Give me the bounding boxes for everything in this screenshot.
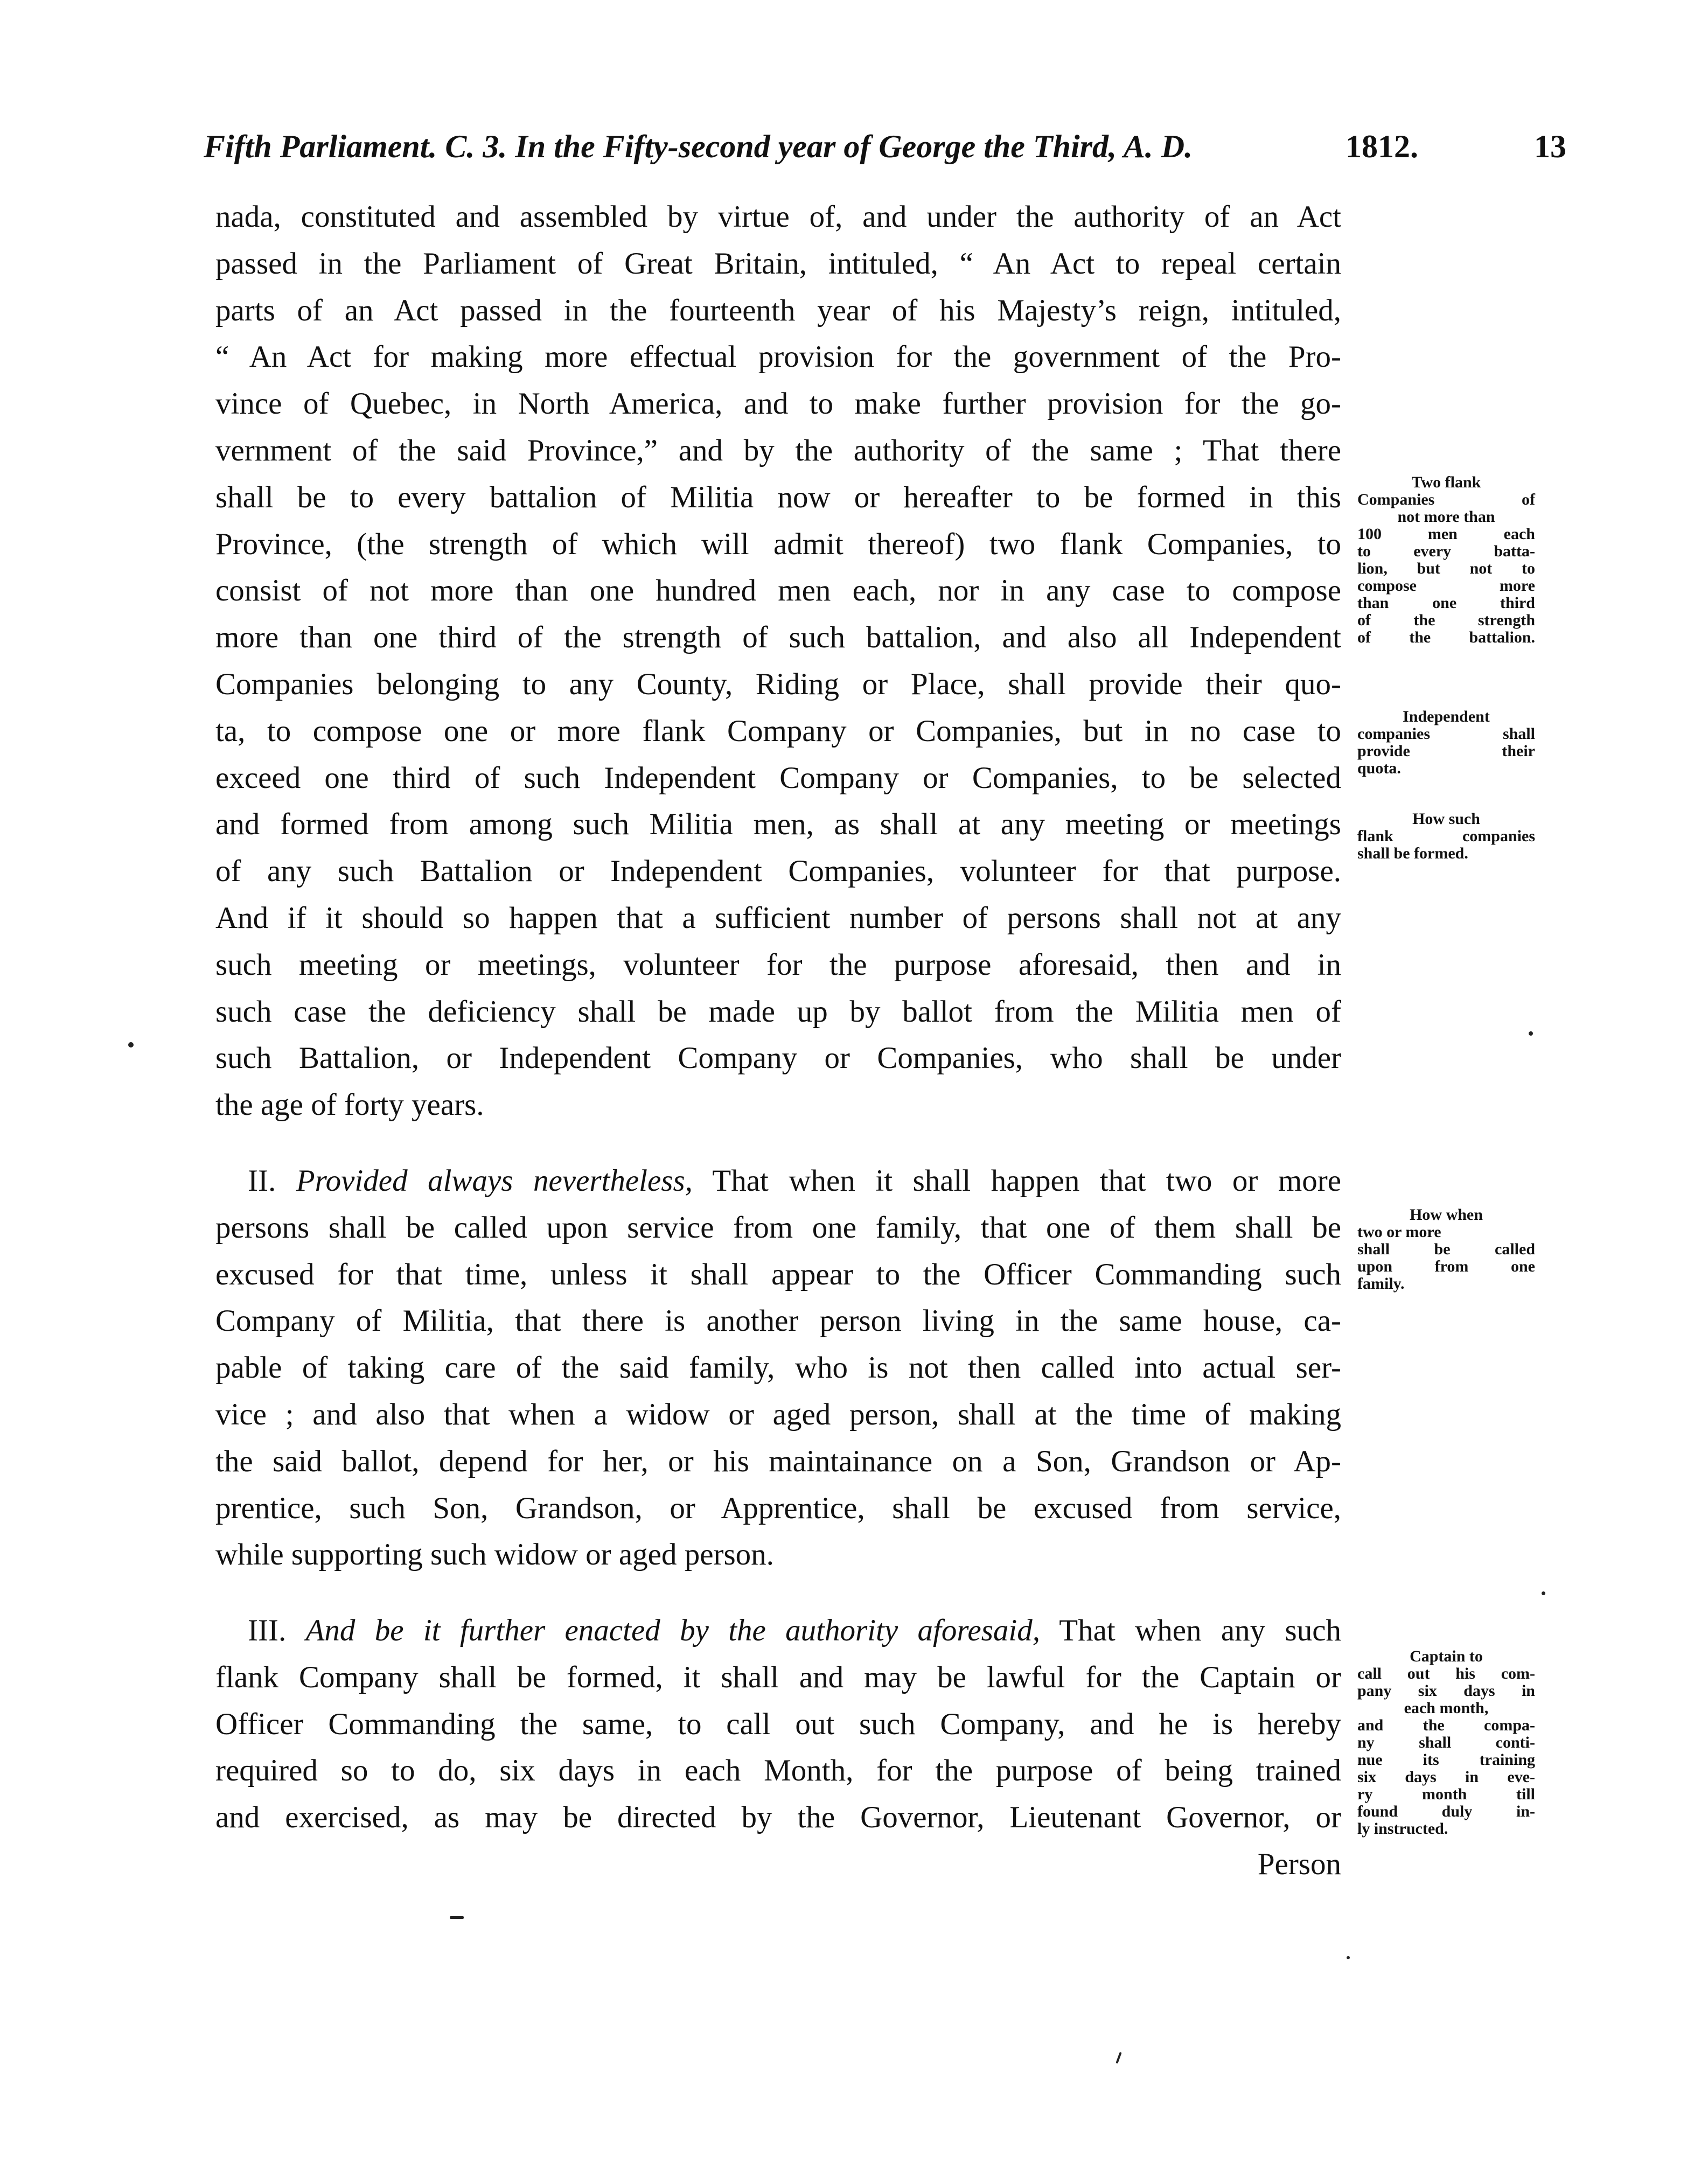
- text-line: more than one third of the strength of such battalion, and also all Independent: [215, 620, 1341, 655]
- note-line: each month,: [1404, 1699, 1489, 1717]
- section-lead-phrase: And be it further enacted by the authority aforesaid,: [305, 1614, 1040, 1647]
- marginal-note-flank-companies: [1357, 474, 1535, 646]
- text-line: Province, (the strength of which will admit thereof) two flank Companies, to: [215, 527, 1341, 561]
- text-line: and exercised, as may be directed by the Governor, Lieutenant Governor, or: [215, 1800, 1341, 1835]
- note-line: ly instructed.: [1357, 1820, 1448, 1838]
- note-line: pany six days in: [1357, 1682, 1535, 1700]
- scan-speck: [450, 1916, 464, 1919]
- scan-speck: [1116, 2052, 1121, 2064]
- note-line: How when: [1410, 1206, 1483, 1224]
- section-first-line-rest: That when any such: [1059, 1614, 1341, 1647]
- note-line: 100 men each: [1357, 525, 1535, 543]
- catchword: Person: [1257, 1847, 1341, 1881]
- text-line: “ An Act for making more effectual provision for the government of the Pro-: [215, 340, 1341, 374]
- note-line: and the compa-: [1357, 1716, 1535, 1734]
- marginal-note-independent-companies: [1357, 708, 1535, 777]
- text-line: while supporting such widow or aged person.: [215, 1538, 774, 1572]
- section-numeral: III.: [248, 1614, 287, 1647]
- scan-speck: [1529, 1031, 1533, 1036]
- text-line: Officer Commanding the same, to call out such Company, and he is hereby: [215, 1707, 1341, 1741]
- text-line: nada, constituted and assembled by virtue of, and under the authority of an Act: [215, 200, 1341, 234]
- text-line: vince of Quebec, in North America, and to make further provision for the go-: [215, 387, 1341, 421]
- note-line: How such: [1412, 810, 1480, 828]
- note-line: of the battalion.: [1357, 628, 1535, 646]
- text-line: and formed from among such Militia men, as shall at any meeting or meetings: [215, 807, 1341, 842]
- note-line: family.: [1357, 1275, 1405, 1293]
- note-line: ny shall conti-: [1357, 1734, 1535, 1751]
- note-line: shall be called: [1357, 1240, 1535, 1258]
- text-line: parts of an Act passed in the fourteenth year of his Majesty’s reign, intituled,: [215, 293, 1341, 327]
- note-line: two or more: [1357, 1223, 1441, 1241]
- text-line: vice ; and also that when a widow or aged person, shall at the time of making: [215, 1397, 1341, 1431]
- text-line: prentice, such Son, Grandson, or Apprentice, shall be excused from service,: [215, 1491, 1341, 1525]
- scan-speck: [1347, 1956, 1350, 1959]
- section-opening-line: [215, 1158, 1341, 1205]
- note-line: Two flank: [1411, 473, 1481, 491]
- text-line: such Battalion, or Independent Company or Companies, who shall be under: [215, 1041, 1341, 1075]
- text-line: And if it should so happen that a sufficient number of persons shall not at any: [215, 900, 1341, 935]
- text-line: vernment of the said Province,” and by the authority of the same ; That there: [215, 433, 1341, 467]
- note-line: of the strength: [1357, 611, 1535, 629]
- text-line: required so to do, six days in each Month, for the purpose of being trained: [215, 1754, 1341, 1788]
- section-opening-line: [215, 1608, 1341, 1654]
- text-line: the age of forty years.: [215, 1088, 484, 1122]
- note-line: not more than: [1397, 508, 1495, 526]
- text-line: Company of Militia, that there is another person living in the same house, ca-: [215, 1304, 1341, 1338]
- marginal-note-two-or-more: [1357, 1206, 1535, 1293]
- note-line: companies shall: [1357, 725, 1535, 743]
- paragraph-1: [215, 194, 1341, 1129]
- note-line: ry month till: [1357, 1785, 1535, 1803]
- text-line: flank Company shall be formed, it shall and may be lawful for the Captain or: [215, 1660, 1341, 1694]
- note-line: to every batta-: [1357, 542, 1535, 560]
- note-line: provide their: [1357, 742, 1535, 760]
- note-line: lion, but not to: [1357, 560, 1535, 577]
- note-line: flank companies: [1357, 827, 1535, 845]
- note-line: Independent: [1403, 708, 1490, 725]
- text-line: Companies belonging to any County, Riding or Place, shall provide their quo-: [215, 667, 1341, 701]
- note-line: upon from one: [1357, 1258, 1535, 1275]
- note-line: shall be formed.: [1357, 844, 1468, 862]
- text-line: ta, to compose one or more flank Company or Companies, but in no case to: [215, 714, 1341, 748]
- note-line: Captain to: [1410, 1647, 1483, 1665]
- marginal-note-captain: [1357, 1648, 1535, 1838]
- note-line: quota.: [1357, 759, 1401, 777]
- note-line: compose more: [1357, 577, 1535, 595]
- page-number: 13: [1534, 129, 1566, 164]
- paragraph-3: [215, 1608, 1341, 1888]
- header-year: 1812.: [1346, 129, 1418, 164]
- note-line: call out his com-: [1357, 1665, 1535, 1682]
- text-line: such case the deficiency shall be made up by ballot from the Militia men of: [215, 994, 1341, 1029]
- text-line: excused for that time, unless it shall appear to the Officer Commanding such: [215, 1257, 1341, 1291]
- note-line: Companies of: [1357, 491, 1535, 508]
- paragraph-2: [215, 1158, 1341, 1579]
- note-line: six days in eve-: [1357, 1768, 1535, 1786]
- scan-speck: [128, 1042, 134, 1047]
- scan-speck: [1542, 1591, 1545, 1595]
- section-lead-phrase: Provided always nevertheless,: [296, 1164, 693, 1198]
- note-line: found duly in-: [1357, 1803, 1535, 1820]
- text-line: passed in the Parliament of Great Britain, intituled, “ An Act to repeal certain: [215, 246, 1341, 281]
- text-line: pable of taking care of the said family, who is not then called into actual ser-: [215, 1351, 1341, 1385]
- header-title: Fifth Parliament. C. 3. In the Fifty-second year of George the Third, A. D.: [204, 129, 1193, 164]
- text-line: of any such Battalion or Independent Companies, volunteer for that purpose.: [215, 854, 1341, 889]
- note-line: than one third: [1357, 594, 1535, 612]
- text-line: persons shall be called upon service from one family, that one of them shall be: [215, 1210, 1341, 1245]
- text-line: exceed one third of such Independent Company or Companies, to be selected: [215, 760, 1341, 795]
- marginal-note-how-formed: [1357, 811, 1535, 862]
- text-line: shall be to every battalion of Militia now or hereafter to be formed in this: [215, 480, 1341, 514]
- running-header: [204, 128, 1566, 177]
- text-line: consist of not more than one hundred men each, nor in any case to compose: [215, 574, 1341, 608]
- text-line: the said ballot, depend for her, or his maintainance on a Son, Grandson or Ap-: [215, 1444, 1341, 1478]
- section-first-line-rest: That when it shall happen that two or more: [712, 1164, 1342, 1198]
- text-line: such meeting or meetings, volunteer for the purpose aforesaid, then and in: [215, 947, 1341, 982]
- section-numeral: II.: [248, 1164, 276, 1198]
- note-line: nue its training: [1357, 1751, 1535, 1769]
